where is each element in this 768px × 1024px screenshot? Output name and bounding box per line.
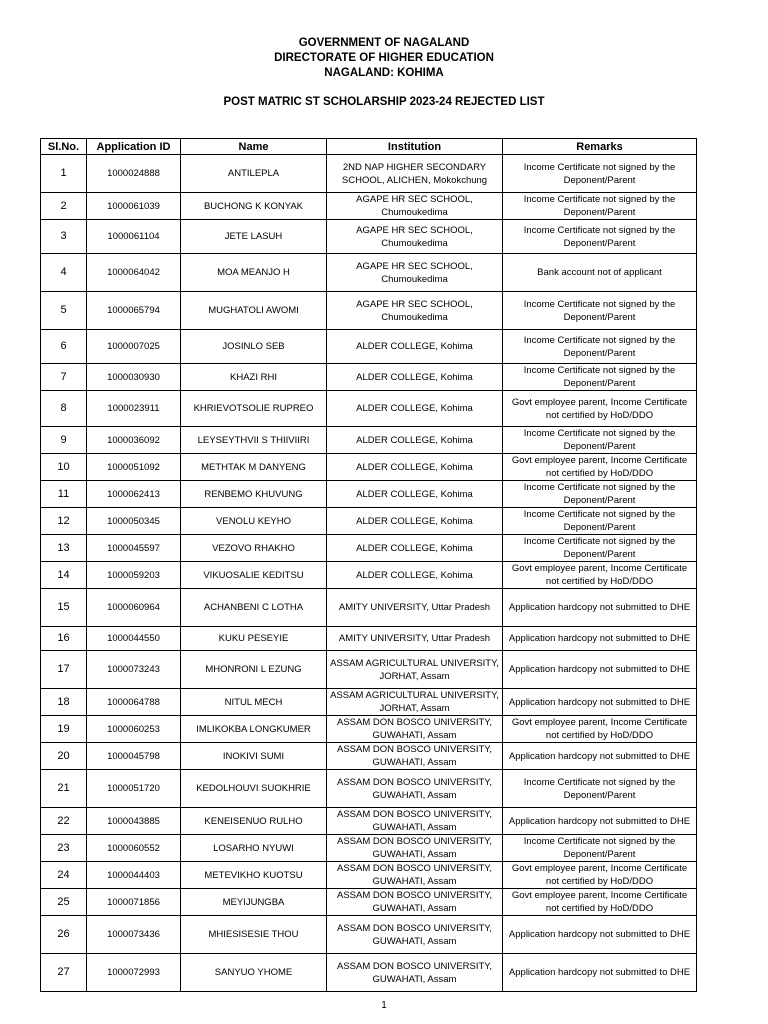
table-row (41, 562, 697, 589)
column-header-application-id: Application ID (87, 139, 181, 155)
cell-slno: 23 (41, 835, 87, 862)
cell-name: METHTAK M DANYENG (181, 454, 327, 481)
cell-application-id: 1000060552 (87, 835, 181, 862)
cell-application-id: 1000064788 (87, 689, 181, 716)
cell-slno: 19 (41, 716, 87, 743)
cell-institution: ALDER COLLEGE, Kohima (327, 508, 503, 535)
cell-institution: AGAPE HR SEC SCHOOL, Chumoukedima (327, 220, 503, 254)
cell-application-id: 1000036092 (87, 427, 181, 454)
table-row (41, 651, 697, 689)
cell-application-id: 1000051720 (87, 770, 181, 808)
cell-slno: 16 (41, 627, 87, 651)
cell-application-id: 1000024888 (87, 155, 181, 193)
cell-application-id: 1000050345 (87, 508, 181, 535)
cell-slno: 2 (41, 193, 87, 220)
cell-institution: ASSAM DON BOSCO UNIVERSITY, GUWAHATI, Assam (327, 954, 503, 992)
cell-remarks: Application hardcopy not submitted to DHE (503, 589, 697, 627)
cell-application-id: 1000061039 (87, 193, 181, 220)
cell-slno: 24 (41, 862, 87, 889)
cell-name: VENOLU KEYHO (181, 508, 327, 535)
cell-name: JOSINLO SEB (181, 330, 327, 364)
cell-institution: ALDER COLLEGE, Kohima (327, 562, 503, 589)
cell-name: LEYSEYTHVII S THIIVIIRI (181, 427, 327, 454)
cell-application-id: 1000044550 (87, 627, 181, 651)
rejected-list-table (40, 138, 697, 992)
cell-institution: ASSAM AGRICULTURAL UNIVERSITY, JORHAT, Assam (327, 651, 503, 689)
cell-name: VEZOVO RHAKHO (181, 535, 327, 562)
table-row (41, 835, 697, 862)
table-row (41, 508, 697, 535)
cell-application-id: 1000073436 (87, 916, 181, 954)
cell-application-id: 1000064042 (87, 254, 181, 292)
cell-institution: ALDER COLLEGE, Kohima (327, 454, 503, 481)
table-row (41, 889, 697, 916)
cell-remarks: Govt employee parent, Income Certificate not certified by HoD/DDO (503, 391, 697, 427)
cell-remarks: Application hardcopy not submitted to DHE (503, 743, 697, 770)
cell-institution: ALDER COLLEGE, Kohima (327, 364, 503, 391)
header-government: GOVERNMENT OF NAGALAND (298, 37, 470, 49)
table-row (41, 743, 697, 770)
cell-application-id: 1000073243 (87, 651, 181, 689)
cell-slno: 22 (41, 808, 87, 835)
cell-name: KHRIEVOTSOLIE RUPREO (181, 391, 327, 427)
cell-application-id: 1000072993 (87, 954, 181, 992)
cell-slno: 9 (41, 427, 87, 454)
cell-institution: ALDER COLLEGE, Kohima (327, 427, 503, 454)
table-row (41, 427, 697, 454)
cell-slno: 21 (41, 770, 87, 808)
cell-remarks: Application hardcopy not submitted to DHE (503, 954, 697, 992)
cell-application-id: 1000059203 (87, 562, 181, 589)
cell-remarks: Income Certificate not signed by the Deponent/Parent (503, 364, 697, 391)
cell-remarks: Govt employee parent, Income Certificate not certified by HoD/DDO (503, 862, 697, 889)
page-number: 1 (381, 1000, 387, 1011)
cell-name: ACHANBENI C LOTHA (181, 589, 327, 627)
table-row (41, 770, 697, 808)
cell-remarks: Income Certificate not signed by the Deponent/Parent (503, 535, 697, 562)
cell-name: NITUL MECH (181, 689, 327, 716)
cell-name: INOKIVI SUMI (181, 743, 327, 770)
table-row (41, 364, 697, 391)
table-row (41, 716, 697, 743)
cell-application-id: 1000045597 (87, 535, 181, 562)
cell-remarks: Govt employee parent, Income Certificate not certified by HoD/DDO (503, 562, 697, 589)
cell-slno: 11 (41, 481, 87, 508)
cell-institution: ASSAM DON BOSCO UNIVERSITY, GUWAHATI, Assam (327, 716, 503, 743)
cell-remarks: Income Certificate not signed by the Deponent/Parent (503, 155, 697, 193)
table-row (41, 391, 697, 427)
cell-institution: AGAPE HR SEC SCHOOL, Chumoukedima (327, 292, 503, 330)
cell-remarks: Bank account not of applicant (503, 254, 697, 292)
cell-slno: 12 (41, 508, 87, 535)
cell-slno: 17 (41, 651, 87, 689)
document-title: POST MATRIC ST SCHOLARSHIP 2023-24 REJECTED LIST (223, 96, 545, 108)
cell-institution: ASSAM DON BOSCO UNIVERSITY, GUWAHATI, Assam (327, 808, 503, 835)
cell-name: METEVIKHO KUOTSU (181, 862, 327, 889)
cell-slno: 27 (41, 954, 87, 992)
table-header-row (41, 139, 697, 155)
cell-remarks: Income Certificate not signed by the Deponent/Parent (503, 427, 697, 454)
cell-institution: ASSAM DON BOSCO UNIVERSITY, GUWAHATI, Assam (327, 862, 503, 889)
cell-institution: AGAPE HR SEC SCHOOL, Chumoukedima (327, 193, 503, 220)
cell-remarks: Application hardcopy not submitted to DHE (503, 627, 697, 651)
cell-remarks: Income Certificate not signed by the Deponent/Parent (503, 330, 697, 364)
table-body (41, 155, 697, 992)
cell-name: KENEISENUO RULHO (181, 808, 327, 835)
cell-remarks: Application hardcopy not submitted to DHE (503, 651, 697, 689)
cell-application-id: 1000062413 (87, 481, 181, 508)
table-row (41, 292, 697, 330)
cell-name: KUKU PESEYIE (181, 627, 327, 651)
cell-institution: AMITY UNIVERSITY, Uttar Pradesh (327, 589, 503, 627)
cell-name: LOSARHO NYUWI (181, 835, 327, 862)
cell-name: VIKUOSALIE KEDITSU (181, 562, 327, 589)
cell-institution: ALDER COLLEGE, Kohima (327, 535, 503, 562)
cell-name: KHAZI RHI (181, 364, 327, 391)
cell-remarks: Income Certificate not signed by the Deponent/Parent (503, 835, 697, 862)
cell-remarks: Income Certificate not signed by the Deponent/Parent (503, 193, 697, 220)
cell-institution: ALDER COLLEGE, Kohima (327, 391, 503, 427)
cell-institution: ALDER COLLEGE, Kohima (327, 481, 503, 508)
cell-application-id: 1000071856 (87, 889, 181, 916)
cell-institution: ASSAM DON BOSCO UNIVERSITY, GUWAHATI, Assam (327, 916, 503, 954)
cell-institution: ASSAM DON BOSCO UNIVERSITY, GUWAHATI, Assam (327, 743, 503, 770)
cell-slno: 13 (41, 535, 87, 562)
cell-application-id: 1000061104 (87, 220, 181, 254)
cell-remarks: Income Certificate not signed by the Deponent/Parent (503, 770, 697, 808)
table-row (41, 627, 697, 651)
table-row (41, 193, 697, 220)
cell-slno: 5 (41, 292, 87, 330)
cell-slno: 14 (41, 562, 87, 589)
table-row (41, 330, 697, 364)
header-directorate: DIRECTORATE OF HIGHER EDUCATION (274, 52, 494, 64)
cell-slno: 4 (41, 254, 87, 292)
cell-application-id: 1000030930 (87, 364, 181, 391)
cell-name: BUCHONG K KONYAK (181, 193, 327, 220)
cell-institution: 2ND NAP HIGHER SECONDARY SCHOOL, ALICHEN, Mokokchung (327, 155, 503, 193)
cell-slno: 6 (41, 330, 87, 364)
cell-application-id: 1000065794 (87, 292, 181, 330)
cell-name: MEYIJUNGBA (181, 889, 327, 916)
table-row (41, 589, 697, 627)
cell-name: MUGHATOLI AWOMI (181, 292, 327, 330)
table-row (41, 454, 697, 481)
document-header (0, 36, 768, 81)
cell-application-id: 1000060964 (87, 589, 181, 627)
cell-application-id: 1000043885 (87, 808, 181, 835)
cell-slno: 15 (41, 589, 87, 627)
cell-application-id: 1000007025 (87, 330, 181, 364)
cell-institution: AMITY UNIVERSITY, Uttar Pradesh (327, 627, 503, 651)
table-row (41, 689, 697, 716)
cell-application-id: 1000023911 (87, 391, 181, 427)
cell-remarks: Govt employee parent, Income Certificate not certified by HoD/DDO (503, 716, 697, 743)
header-location: NAGALAND: KOHIMA (324, 67, 444, 79)
table-row (41, 808, 697, 835)
cell-name: MHIESISESIE THOU (181, 916, 327, 954)
cell-remarks: Income Certificate not signed by the Deponent/Parent (503, 481, 697, 508)
cell-name: ANTILEPLA (181, 155, 327, 193)
column-header-name: Name (181, 139, 327, 155)
cell-institution: ASSAM AGRICULTURAL UNIVERSITY, JORHAT, Assam (327, 689, 503, 716)
table-row (41, 254, 697, 292)
cell-slno: 10 (41, 454, 87, 481)
cell-slno: 25 (41, 889, 87, 916)
cell-slno: 3 (41, 220, 87, 254)
cell-slno: 26 (41, 916, 87, 954)
cell-remarks: Income Certificate not signed by the Deponent/Parent (503, 220, 697, 254)
cell-application-id: 1000051092 (87, 454, 181, 481)
cell-institution: ALDER COLLEGE, Kohima (327, 330, 503, 364)
table-row (41, 535, 697, 562)
cell-application-id: 1000060253 (87, 716, 181, 743)
cell-application-id: 1000045798 (87, 743, 181, 770)
cell-remarks: Application hardcopy not submitted to DHE (503, 808, 697, 835)
cell-institution: AGAPE HR SEC SCHOOL, Chumoukedima (327, 254, 503, 292)
cell-remarks: Application hardcopy not submitted to DHE (503, 689, 697, 716)
column-header-slno: Sl.No. (41, 139, 87, 155)
cell-institution: ASSAM DON BOSCO UNIVERSITY, GUWAHATI, Assam (327, 770, 503, 808)
table-row (41, 862, 697, 889)
cell-name: MOA MEANJO H (181, 254, 327, 292)
cell-name: KEDOLHOUVI SUOKHRIE (181, 770, 327, 808)
column-header-institution: Institution (327, 139, 503, 155)
cell-remarks: Govt employee parent, Income Certificate not certified by HoD/DDO (503, 454, 697, 481)
table-row (41, 916, 697, 954)
cell-name: RENBEMO KHUVUNG (181, 481, 327, 508)
cell-slno: 1 (41, 155, 87, 193)
cell-slno: 18 (41, 689, 87, 716)
cell-name: MHONRONI L EZUNG (181, 651, 327, 689)
table-row (41, 220, 697, 254)
table-row (41, 481, 697, 508)
table-row (41, 155, 697, 193)
cell-slno: 7 (41, 364, 87, 391)
cell-institution: ASSAM DON BOSCO UNIVERSITY, GUWAHATI, Assam (327, 835, 503, 862)
cell-application-id: 1000044403 (87, 862, 181, 889)
cell-institution: ASSAM DON BOSCO UNIVERSITY, GUWAHATI, Assam (327, 889, 503, 916)
cell-name: JETE LASUH (181, 220, 327, 254)
column-header-remarks: Remarks (503, 139, 697, 155)
cell-name: IMLIKOKBA LONGKUMER (181, 716, 327, 743)
cell-remarks: Income Certificate not signed by the Deponent/Parent (503, 508, 697, 535)
cell-slno: 8 (41, 391, 87, 427)
cell-remarks: Income Certificate not signed by the Deponent/Parent (503, 292, 697, 330)
table-row (41, 954, 697, 992)
cell-remarks: Govt employee parent, Income Certificate not certified by HoD/DDO (503, 889, 697, 916)
cell-remarks: Application hardcopy not submitted to DHE (503, 916, 697, 954)
cell-name: SANYUO YHOME (181, 954, 327, 992)
cell-slno: 20 (41, 743, 87, 770)
